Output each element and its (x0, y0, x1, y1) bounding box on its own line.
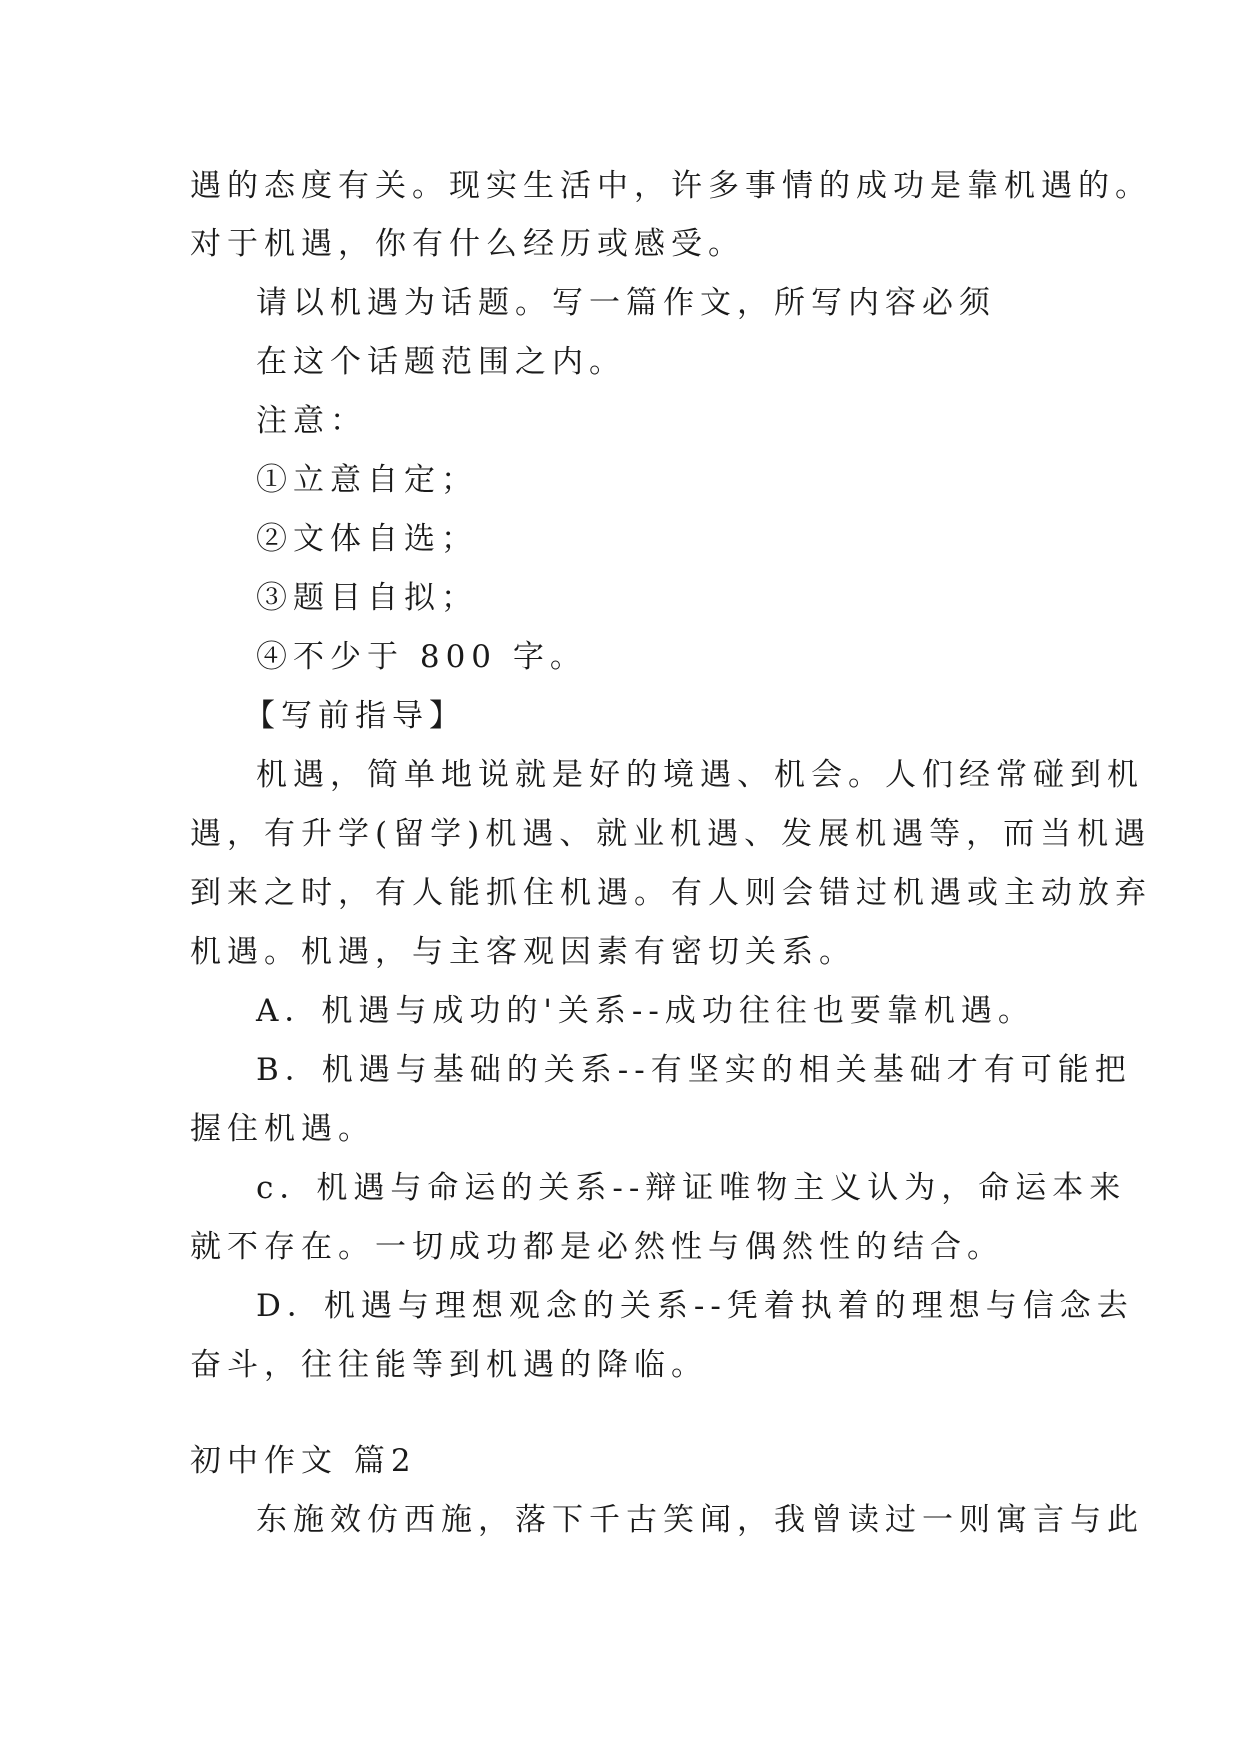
paragraph-line: 遇，有升学(留学)机遇、就业机遇、发展机遇等，而当机遇 (190, 816, 1152, 852)
section-heading: 【写前指导】 (244, 698, 466, 734)
paragraph-line: 机遇，简单地说就是好的境遇、机会。人们经常碰到机 (256, 757, 1144, 793)
paragraph-line: 奋斗，往往能等到机遇的降临。 (190, 1347, 708, 1383)
paragraph-line: 到来之时，有人能抓住机遇。有人则会错过机遇或主动放弃 (190, 875, 1152, 911)
paragraph-line: 握住机遇。 (190, 1111, 375, 1147)
note-item: ③题目自拟； (256, 580, 478, 616)
paragraph-line: 在这个话题范围之内。 (256, 344, 626, 380)
guide-point: B．机遇与基础的关系--有坚实的相关基础才有可能把 (256, 1052, 1132, 1088)
paragraph-line: 遇的态度有关。现实生活中，许多事情的成功是靠机遇的。 (190, 168, 1152, 204)
paragraph-line: 就不存在。一切成功都是必然性与偶然性的结合。 (190, 1229, 1004, 1265)
article-title: 初中作文 篇2 (190, 1443, 417, 1479)
paragraph-line: 机遇。机遇，与主客观因素有密切关系。 (190, 934, 856, 970)
guide-point: D．机遇与理想观念的关系--凭着执着的理想与信念去 (256, 1288, 1134, 1324)
paragraph-line: 对于机遇，你有什么经历或感受。 (190, 226, 745, 262)
note-item: ④不少于 800 字。 (256, 639, 587, 675)
paragraph-line: 请以机遇为话题。写一篇作文，所写内容必须 (256, 285, 996, 321)
note-heading: 注意： (256, 403, 367, 439)
guide-point: A．机遇与成功的'关系--成功往往也要靠机遇。 (256, 993, 1035, 1029)
note-item: ①立意自定； (256, 462, 478, 498)
guide-point: c．机遇与命运的关系--辩证唯物主义认为，命运本来 (256, 1170, 1127, 1206)
note-item: ②文体自选； (256, 521, 478, 557)
paragraph-line: 东施效仿西施，落下千古笑闻，我曾读过一则寓言与此 (256, 1502, 1144, 1538)
